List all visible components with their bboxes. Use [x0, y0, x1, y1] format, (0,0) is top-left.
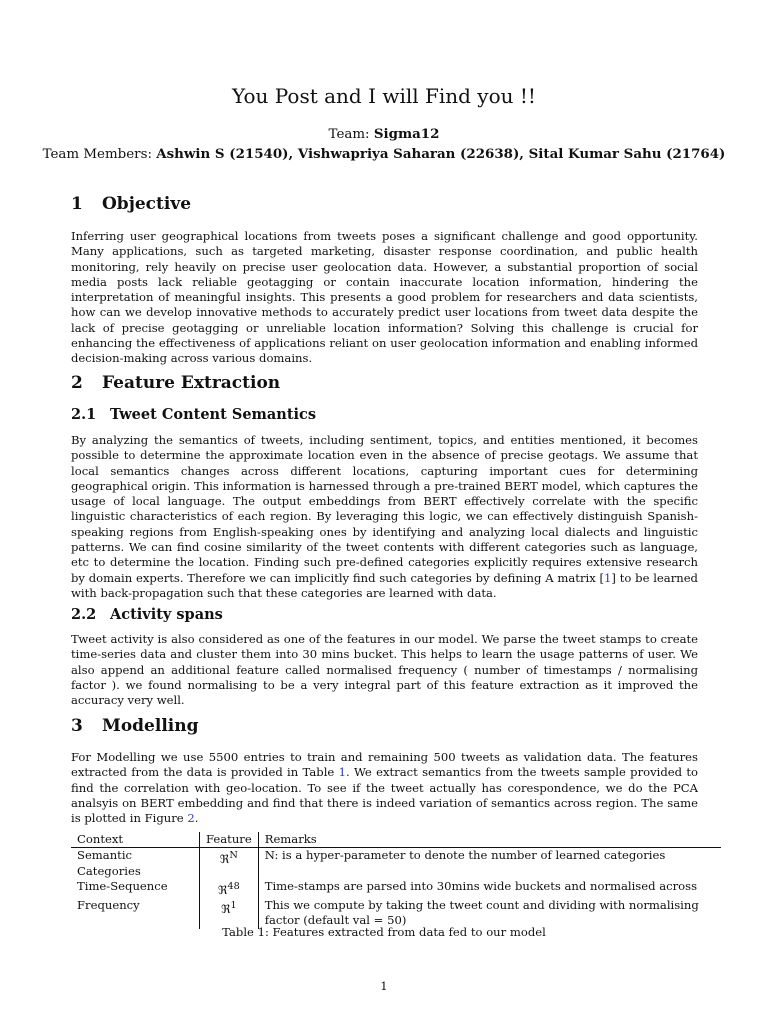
paragraph-text: .	[194, 811, 199, 826]
tweet-semantics-paragraph	[71, 433, 698, 601]
paragraph-text: For Modelling we use 5500 entries to train and remaining 500 tweets as validation data. The features extracted from the data is provided in Table	[71, 750, 698, 780]
column-header-remarks: Remarks	[258, 832, 721, 848]
section-title: Modelling	[102, 716, 199, 736]
table-caption: Table 1: Features extracted from data fed to our model	[222, 925, 546, 939]
citation-link[interactable]: 1	[604, 570, 612, 585]
page-number: 1	[380, 979, 388, 993]
cell-remarks: This we compute by taking the tweet count and dividing with normalising factor (default val = 50)	[264, 898, 699, 928]
modelling-paragraph	[71, 750, 698, 826]
paper-title: You Post and I will Find you !!	[232, 84, 536, 108]
section-heading-objective	[71, 194, 191, 214]
section-number: 1	[71, 194, 83, 214]
cell-context: Frequency	[71, 898, 200, 929]
cell-remarks: N: is a hyper-parameter to denote the number of learned categories	[264, 848, 666, 863]
table-header-row	[71, 832, 721, 848]
paragraph-text: By analyzing the semantics of tweets, including sentiment, topics, and entities mentioned, it becomes possible to determine the approximate location even in the absence of precise geotags. We assume that local semantics changes across different locations, capturing important cues for determining geographical origin. This information is harnessed through a pre-trained BERT model, which captures the usage of local language. The output embeddings from BERT effectively correlate with the specific linguistic characteristics of each region. By leveraging this logic, we can effectively distinguish Spanish-speaking regions from English-speaking ones by identifying and analyzing local dialects and linguistic patterns. We can find cosine similarity of the tweet contents with different categories such as language, etc to determine the location. Finding such pre-defined categories explicitly requires extensive research by domain experts. Therefore we can implicitly find such categories by defining A matrix [	[71, 433, 698, 585]
subsection-title: Tweet Content Semantics	[110, 406, 317, 423]
members-names: Ashwin S (21540), Vishwapriya Saharan (22638), Sital Kumar Sahu (21764)	[156, 146, 726, 162]
members-label: Team Members:	[42, 147, 152, 162]
subsection-heading-activity-spans	[71, 606, 223, 623]
section-number: 2	[71, 373, 83, 393]
subsection-heading-tweet-content-semantics	[71, 406, 316, 423]
table-row	[71, 848, 721, 879]
column-header-feature: Feature	[200, 832, 259, 848]
team-label: Team:	[328, 127, 370, 142]
figure-reference-link[interactable]: 2	[187, 811, 195, 826]
section-title: Feature Extraction	[102, 373, 281, 393]
column-header-context: Context	[71, 832, 200, 848]
subsection-number: 2.2	[71, 606, 97, 623]
section-number: 3	[71, 716, 83, 736]
section-heading-modelling	[71, 716, 198, 736]
feature-dimension: 1	[230, 900, 237, 912]
section-title: Objective	[102, 194, 192, 214]
cell-feature	[200, 879, 259, 898]
subsection-title: Activity spans	[110, 606, 223, 623]
team-line	[0, 126, 768, 142]
cell-context: Semantic Categories	[71, 848, 200, 879]
features-table	[71, 832, 721, 929]
cell-feature	[200, 848, 259, 879]
objective-paragraph: Inferring user geographical locations from tweets poses a significant challenge and good opportunity. Many applications, such as targeted marketing, disaster response coordination, and public health monitoring, rely heavily on precise user geolocation data. However, a substantial proportion of social media posts lack reliable geotagging or contain inaccurate location information, hindering the interpretation of meaningful insights. This presents a good problem for researchers and data scientists, how can we develop innovative methods to accurately predict user locations from tweet data despite the lack of precise geotagging or unreliable location information? Solving this challenge is crucial for enhancing the effectiveness of applications reliant on user geolocation information and enabling informed decision-making across various domains.	[71, 229, 698, 366]
table-row	[71, 879, 721, 898]
feature-symbol: ℜ	[219, 852, 230, 867]
feature-dimension: 48	[227, 880, 240, 892]
activity-spans-paragraph: Tweet activity is also considered as one of the features in our model. We parse the tweet stamps to create time-series data and cluster them into 30 mins bucket. This helps to learn the usage patterns of user. We also append an additional feature called normalised frequency ( number of timestamps / normalising factor ). we found normalising to be a very integral part of this feature extraction as it improved the accuracy very well.	[71, 632, 698, 708]
feature-symbol: ℜ	[221, 901, 231, 916]
team-name: Sigma12	[373, 126, 440, 142]
feature-dimension: N	[229, 850, 238, 862]
members-line	[0, 146, 768, 162]
table-reference-link[interactable]: 1	[338, 765, 346, 780]
feature-symbol: ℜ	[217, 882, 228, 897]
subsection-number: 2.1	[71, 406, 97, 423]
paragraph-text: . We extract semantics from the tweets sample provided to find the correlation with geo-location. To see if the tweet actually has corespondence, we do the PCA analsyis on BERT embedding and find that there is indeed variation of semantics across region. The same is plotted in Figure	[71, 765, 698, 826]
cell-remarks: Time-stamps are parsed into 30mins wide buckets and normalised across	[264, 878, 698, 893]
section-heading-feature-extraction	[71, 373, 280, 393]
paragraph-text: ] to be learned with back-propagation such that these categories are learned with data.	[71, 570, 698, 600]
cell-context: Time-Sequence	[71, 879, 200, 898]
